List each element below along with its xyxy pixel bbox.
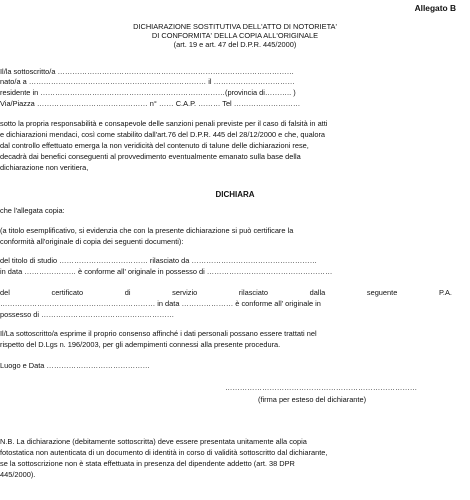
service-word-3: di	[124, 288, 131, 297]
examples-line-2: conformità all'originale di copia dei seguenti documenti):	[0, 237, 184, 246]
consent-line-1: Il/La sottoscritto/a esprime il proprio consenso affinché i dati personali possano essere trattati nel	[0, 329, 317, 338]
copy-intro: che l'allegata copia:	[0, 206, 65, 215]
study-title-line-2: in data ………………… è conforme all' originale in possesso di ……………………………………………	[0, 267, 333, 276]
title-line-1: DICHIARAZIONE SOSTITUTIVA DELL'ATTO DI NOTORIETA'	[133, 22, 337, 31]
title-line-2: DI CONFORMITA' DELLA COPIA ALL'ORIGINALE	[151, 31, 319, 40]
service-certificate-line-3: possesso di ………………………………………………	[0, 310, 175, 319]
note-line-3: se la sottoscrizione non è stata effettuata in presenza del dipendente addetto (art. 38 DPR	[0, 459, 295, 468]
field-address: Via/Piazza ……………………………………… n° …… C.A.P. ……… Tel ………………………	[0, 99, 301, 108]
service-certificate-line-1	[0, 288, 452, 297]
declare-heading: DICHIARA	[215, 190, 255, 199]
signature-line: ……………………………………………………………………	[225, 383, 418, 392]
responsibility-line-5: dichiarazione non veritiera,	[0, 163, 89, 172]
service-word-7: seguente	[366, 288, 398, 297]
service-word-1: del	[0, 288, 10, 297]
responsibility-line-2: e dichiarazioni mendaci, così come stabilito dall'art.76 del D.P.R. 445 del 28/12/2000 e che, qualora	[0, 130, 326, 139]
service-word-4: servizio	[172, 288, 198, 297]
study-title-line-1: del titolo di studio ……………………………… rilasciato da ……………………………………………	[0, 256, 318, 265]
signature-caption: (firma per esteso del dichiarante)	[258, 395, 367, 404]
place-date: Luogo e Data ……………………………………	[0, 361, 150, 370]
responsibility-line-3: dal controllo effettuato emerga la non veridicità del contenuto di talune delle dichiarazioni rese,	[0, 141, 309, 150]
title-line-3: (art. 19 e art. 47 del D.P.R. 445/2000)	[173, 40, 297, 49]
service-word-8: P.A.	[438, 288, 452, 297]
service-certificate-line-2: ……………………………………………………… in data ………………… è conforme all' originale in	[0, 299, 321, 308]
note-line-1: N.B. La dichiarazione (debitamente sottoscritta) deve essere presentata unitamente alla copia	[0, 437, 307, 446]
note-line-2: fotostatica non autenticata di un documento di identità in corso di validità sottoscritto dal dichiarante,	[0, 448, 328, 457]
consent-line-2: rispetto del D.Lgs n. 196/2003, per gli adempimenti connessi alla presente procedura.	[0, 340, 281, 349]
service-word-6: dalla	[309, 288, 326, 297]
service-word-5: rilasciato	[238, 288, 269, 297]
field-signer-name: Il/la sottoscritto/a ……………………………………………………………………………………	[0, 67, 295, 76]
field-birth: nato/a a ……………………………………………………………… il ……………………………	[0, 77, 295, 86]
service-word-2: certificato	[51, 288, 84, 297]
field-residence: residente in …………………………………………………………………(provincia di……….. )	[0, 88, 296, 97]
responsibility-line-1: sotto la propria responsabilità e consapevole delle sanzioni penali previste per il caso di falsità in atti	[0, 119, 328, 128]
annex-label: Allegato B	[414, 3, 456, 13]
responsibility-line-4: decadrà dai benefici conseguenti al provvedimento eventualmente emanato sulla base della	[0, 152, 301, 161]
examples-line-1: (a titolo esemplificativo, si evidenzia che con la presente dichiarazione si può certificare la	[0, 226, 294, 235]
note-line-4: 445/2000).	[0, 470, 36, 479]
